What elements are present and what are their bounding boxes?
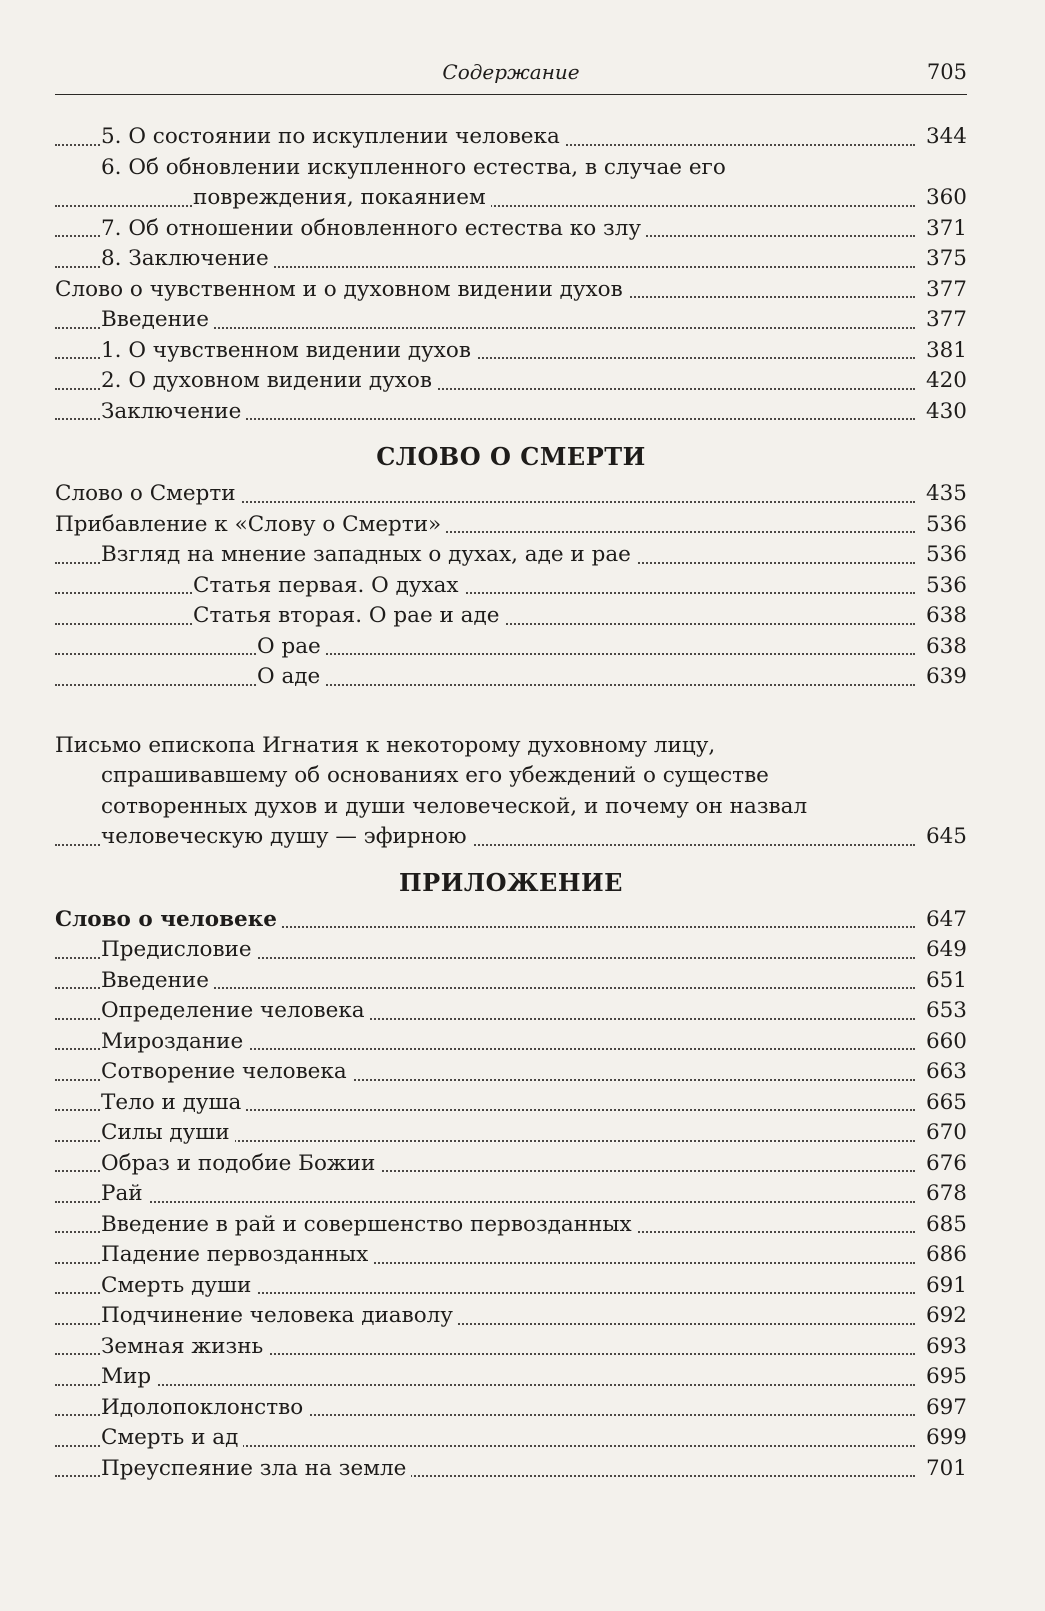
toc-entry[interactable] [55,275,967,306]
toc-entry-title: Сотворение человека [101,1059,352,1084]
toc-entry-title: Взгляд на мнение западных о духах, аде и рае [101,542,636,567]
toc-entry[interactable] [55,122,967,153]
toc-entry[interactable] [55,1088,967,1119]
toc-entry[interactable] [55,935,967,966]
toc-entry-page: 638 [922,601,967,632]
toc-entry-title: Слово о чувственном и о духовном видении духов [55,277,628,302]
toc-entry-page: 430 [922,397,967,428]
toc-entry[interactable] [55,761,967,792]
toc-entry-page: 638 [922,632,967,663]
toc-entry-title: Рай [101,1181,148,1206]
toc-entry-page: 692 [922,1301,967,1332]
toc-entry-title: Преуспеяние зла на земле [101,1456,411,1481]
toc-entry-page: 697 [922,1393,967,1424]
toc-entry-page: 377 [922,275,967,306]
toc-entry[interactable] [55,214,967,245]
toc-entry-title: О рае [257,634,326,659]
toc-entry-page: 699 [922,1423,967,1454]
toc-entry-page: 670 [922,1118,967,1149]
toc-entry-page: 685 [922,1210,967,1241]
toc-entry-page: 645 [922,822,967,853]
toc-entry[interactable] [55,336,967,367]
toc-entry-title: Слово о человеке [55,907,282,932]
toc-entry-title: Введение в рай и совершенство первозданных [101,1212,637,1237]
toc-entry-title: Заключение [101,399,246,424]
toc-entry-title: Падение первозданных [101,1242,373,1267]
toc-entry-page: 693 [922,1332,967,1363]
toc-entry[interactable] [55,366,967,397]
toc-entry[interactable] [55,792,967,823]
toc-entry-page: 695 [922,1362,967,1393]
toc-entry[interactable] [55,1057,967,1088]
section-heading: ПРИЛОЖЕНИЕ [399,867,623,897]
toc-entry-page: 678 [922,1179,967,1210]
toc-entry-title: Образ и подобие Божии [101,1151,380,1176]
toc-entry-page: 435 [922,479,967,510]
toc-entry-title: 6. Об обновлении искупленного естества, в случае его [101,155,731,180]
toc-entry[interactable] [55,183,967,214]
toc-entry[interactable] [55,479,967,510]
toc-entry-title: 5. О состоянии по искуплении человека [101,124,565,149]
toc-entry[interactable] [55,571,967,602]
toc-entry[interactable] [55,632,967,663]
toc-entry-title: 7. Об отношении обновленного естества ко злу [101,216,646,241]
spacer [55,693,967,731]
toc-entry[interactable] [55,305,967,336]
toc-entry-title: Введение [101,307,214,332]
toc-entry[interactable] [55,822,967,853]
toc-entry-page: 420 [922,366,967,397]
dot-leader [55,1201,915,1203]
toc-entry[interactable] [55,244,967,275]
toc-entry-page: 536 [922,510,967,541]
toc-entry-title: Письмо епископа Игнатия к некоторому духовному лицу, [55,733,720,758]
toc-entry-title: 2. О духовном видении духов [101,368,437,393]
toc-entry-page: 536 [922,540,967,571]
toc-entry-title: Смерть души [101,1273,256,1298]
toc-entry[interactable] [55,1240,967,1271]
toc-entry[interactable] [55,996,967,1027]
toc-entry-page: 701 [922,1454,967,1485]
toc-entry-page: 665 [922,1088,967,1119]
toc-entry-title: Смерть и ад [101,1425,243,1450]
toc-entry-title: Прибавление к «Слову о Смерти» [55,512,446,537]
toc-entry-title: Мироздание [101,1029,248,1054]
toc-entry-title: Определение человека [101,998,370,1023]
toc-entry-page: 676 [922,1149,967,1180]
toc-entry[interactable] [55,397,967,428]
toc-entry-page: 647 [922,905,967,936]
toc-entry[interactable] [55,1210,967,1241]
toc-entry[interactable] [55,1179,967,1210]
toc-entry-title: О аде [257,664,325,689]
toc-entry-title: Земная жизнь [101,1334,268,1359]
toc-entry-title: Статья первая. О духах [193,573,464,598]
toc-entry-title: Введение [101,968,214,993]
toc-entry[interactable] [55,1393,967,1424]
header-page-number: 705 [926,60,967,84]
table-of-contents [55,122,967,1484]
toc-entry-page: 663 [922,1057,967,1088]
toc-entry-title: Силы души [101,1120,235,1145]
toc-entry[interactable] [55,1423,967,1454]
toc-entry-page: 651 [922,966,967,997]
toc-entry[interactable] [55,1332,967,1363]
header-title: Содержание [442,60,580,84]
toc-entry[interactable] [55,153,967,184]
toc-entry[interactable] [55,966,967,997]
toc-entry[interactable] [55,1271,967,1302]
toc-entry[interactable] [55,1149,967,1180]
toc-entry-title: 1. О чувственном видении духов [101,338,476,363]
toc-entry-page: 691 [922,1271,967,1302]
toc-entry-page: 653 [922,996,967,1027]
toc-entry[interactable] [55,662,967,693]
toc-entry[interactable] [55,510,967,541]
toc-entry-page: 649 [922,935,967,966]
toc-entry-title: Слово о Смерти [55,481,241,506]
toc-entry-page: 344 [922,122,967,153]
running-header [55,58,967,95]
toc-entry-page: 375 [922,244,967,275]
toc-entry-page: 377 [922,305,967,336]
toc-entry-page: 639 [922,662,967,693]
toc-entry-title: Тело и душа [101,1090,246,1115]
toc-entry-title: человеческую душу — эфирною [101,824,472,849]
toc-entry[interactable] [55,540,967,571]
toc-entry[interactable] [55,1118,967,1149]
toc-entry-page: 371 [922,214,967,245]
toc-entry-title: повреждения, покаянием [193,185,491,210]
toc-entry-page: 360 [922,183,967,214]
toc-entry-title: 8. Заключение [101,246,274,271]
toc-entry[interactable] [55,1362,967,1393]
toc-entry[interactable] [55,731,967,762]
toc-entry[interactable] [55,1454,967,1485]
toc-entry-title: Идолопоклонство [101,1395,308,1420]
dot-leader [55,1384,915,1386]
toc-entry-title: сотворенных духов и души человеческой, и почему он назвал [101,794,812,819]
toc-entry[interactable] [55,1027,967,1058]
toc-entry-title: Мир [101,1364,156,1389]
toc-entry-page: 536 [922,571,967,602]
toc-entry-title: Предисловие [101,937,257,962]
toc-entry[interactable] [55,601,967,632]
toc-entry-title: Статья вторая. О рае и аде [193,603,504,628]
dot-leader [55,653,915,655]
toc-entry-page: 686 [922,1240,967,1271]
dot-leader [55,592,915,594]
toc-entry[interactable] [55,1301,967,1332]
toc-entry-title: Подчинение человека диаволу [101,1303,458,1328]
dot-leader [55,684,915,686]
toc-entry-title: спрашивавшему об основаниях его убеждений о существе [101,763,774,788]
section-heading: СЛОВО О СМЕРТИ [376,442,646,471]
toc-entry[interactable] [55,905,967,936]
toc-entry-page: 660 [922,1027,967,1058]
toc-entry-page: 381 [922,336,967,367]
